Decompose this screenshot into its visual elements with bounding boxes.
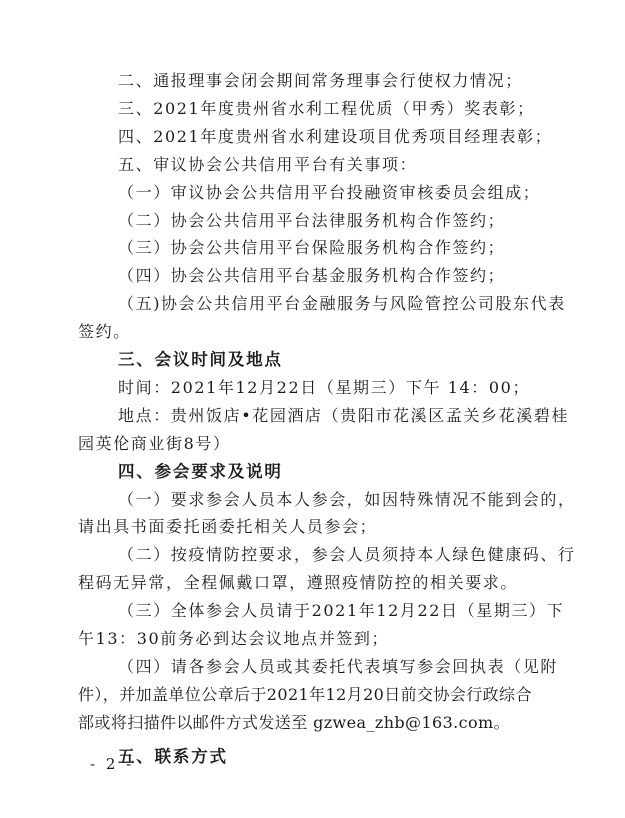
section-heading-contact: 五、联系方式 — [118, 746, 228, 766]
section-heading-requirements: 四、参会要求及说明 — [118, 461, 283, 481]
page-number: - 2 - — [90, 755, 135, 773]
requirement-3-cont: 午13：30前务必到达会议地点并签到； — [78, 629, 390, 648]
agenda-subitem-4: （四）协会公共信用平台基金服务机构合作签约； — [118, 266, 506, 286]
requirement-4-cont: 件），并加盖单位公章后于2021年12月20日前交协会行政综合 — [78, 684, 532, 704]
section-heading-time-place: 三、会议时间及地点 — [118, 350, 283, 369]
agenda-item-3: 三、2021年度贵州省水利工程优质（甲秀）奖表彰； — [118, 98, 535, 118]
requirement-4-cont-2: 部或将扫描件以邮件方式发送至 gzwea_zhb@163.com。 — [78, 712, 511, 732]
requirement-4: （四）请各参会人员或其委托代表填写参会回执表（见附 — [118, 656, 559, 676]
agenda-subitem-5-cont: 签约。 — [78, 322, 131, 342]
agenda-subitem-1: （一）审议协会公共信用平台投融资审核委员会组成； — [118, 182, 541, 202]
agenda-subitem-5: （五)协会公共信用平台金融服务与风险管控公司股东代表 — [118, 294, 566, 314]
requirement-1: （一）要求参会人员本人参会，如因特殊情况不能到会的， — [118, 489, 576, 509]
agenda-item-2: 二、通报理事会闭会期间常务理事会行使权力情况； — [118, 71, 523, 90]
meeting-place-cont: 园英伦商业街8号） — [78, 433, 231, 453]
requirement-1-cont: 请出具书面委托函委托相关人员参会； — [78, 517, 378, 537]
requirement-2-cont: 程码无异常，全程佩戴口罩，遵照疫情防控的相关要求。 — [78, 573, 519, 593]
agenda-item-4: 四、2021年度贵州省水利建设项目优秀项目经理表彰； — [118, 126, 553, 146]
meeting-place: 地点：贵州饭店•花园酒店（贵阳市花溪区孟关乡花溪碧桂 — [118, 405, 570, 425]
agenda-subitem-2: （二）协会公共信用平台法律服务机构合作签约； — [118, 210, 506, 230]
requirement-3: （三）全体参会人员请于2021年12月22日（星期三）下 — [118, 601, 565, 621]
meeting-time: 时间：2021年12月22日（星期三）下午 14：00； — [118, 377, 531, 397]
requirement-2: （二）按疫情防控要求，参会人员须持本人绿色健康码、行 — [118, 545, 576, 565]
agenda-subitem-3: （三）协会公共信用平台保险服务机构合作签约； — [118, 238, 506, 258]
agenda-item-5: 五、审议协会公共信用平台有关事项： — [118, 154, 418, 174]
